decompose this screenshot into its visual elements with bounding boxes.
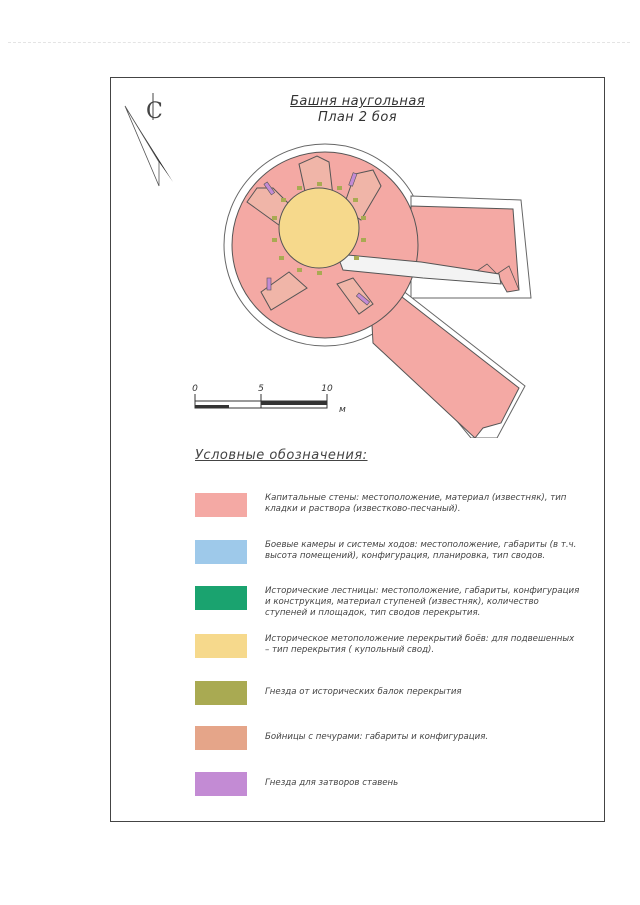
legend-item bbox=[195, 681, 595, 711]
drawing-sheet bbox=[110, 77, 605, 822]
drawing-title: Башня наугольная bbox=[290, 94, 425, 109]
legend-item bbox=[195, 493, 595, 523]
shutter-socket bbox=[267, 278, 271, 290]
legend-item bbox=[195, 540, 595, 570]
beam-socket bbox=[297, 268, 302, 272]
scale-bar-segment bbox=[195, 405, 229, 408]
beam-socket bbox=[272, 238, 277, 242]
tower bbox=[224, 144, 531, 438]
beam-socket bbox=[353, 198, 358, 202]
scale-tick-label-10: 10 bbox=[321, 384, 333, 394]
legend-item bbox=[195, 726, 595, 756]
legend-swatch-walls bbox=[195, 493, 247, 517]
beam-socket bbox=[317, 271, 322, 275]
legend-text: Гнезда для затворов ставень bbox=[265, 778, 399, 788]
legend-text: Боевые камеры и системы ходов: местоположение, габариты (в т.ч. высота помещений), конфигурация, планировка, тип сводов. bbox=[265, 540, 577, 561]
north-arrow bbox=[125, 93, 173, 186]
legend-swatch-floors bbox=[195, 634, 247, 658]
scale-unit: м bbox=[339, 405, 346, 415]
legend-title: Условные обозначения: bbox=[195, 448, 368, 463]
beam-socket bbox=[354, 256, 359, 260]
drawing-subtitle: План 2 боя bbox=[318, 110, 397, 125]
legend-item bbox=[195, 586, 595, 616]
beam-socket bbox=[297, 186, 302, 190]
north-label: С bbox=[146, 99, 163, 124]
scale-bar bbox=[192, 384, 346, 415]
legend-swatch-stairs bbox=[195, 586, 247, 610]
beam-socket bbox=[361, 238, 366, 242]
legend-text: Капитальные стены: местоположение, материал (известняк), тип кладки и раствора (известково-песчаный). bbox=[265, 493, 567, 514]
beam-socket bbox=[317, 182, 322, 186]
legend-swatch-beam-sockets bbox=[195, 681, 247, 705]
legend-item bbox=[195, 772, 595, 802]
legend-text: Исторические лестницы: местоположение, габариты, конфигурация и конструкция, материал ступеней (известняк), количество ступеней и площадок, тип сводов перекрытия. bbox=[265, 586, 580, 618]
beam-socket bbox=[272, 216, 277, 220]
legend-text: Гнезда от исторических балок перекрытия bbox=[265, 687, 462, 697]
scale-bar-segment bbox=[261, 401, 327, 405]
beam-socket bbox=[279, 256, 284, 260]
scan-edge-line bbox=[8, 42, 630, 43]
beam-socket bbox=[281, 198, 286, 202]
legend-swatch-shutter-sockets bbox=[195, 772, 247, 796]
scale-tick-label-5: 5 bbox=[258, 384, 264, 394]
beam-socket bbox=[361, 216, 366, 220]
tower-plan bbox=[111, 78, 606, 438]
legend-text: Бойницы с печурами: габариты и конфигурация. bbox=[265, 732, 489, 742]
legend-swatch-loopholes bbox=[195, 726, 247, 750]
scale-tick-label-0: 0 bbox=[192, 384, 198, 394]
legend-text: Историческое метоположение перекрытий боёв: для подвешенных – тип перекрытия ( купольный свод). bbox=[265, 634, 575, 655]
beam-socket bbox=[337, 186, 342, 190]
legend-swatch-chambers bbox=[195, 540, 247, 564]
legend-item bbox=[195, 634, 595, 664]
central-vault-floor bbox=[279, 188, 359, 268]
